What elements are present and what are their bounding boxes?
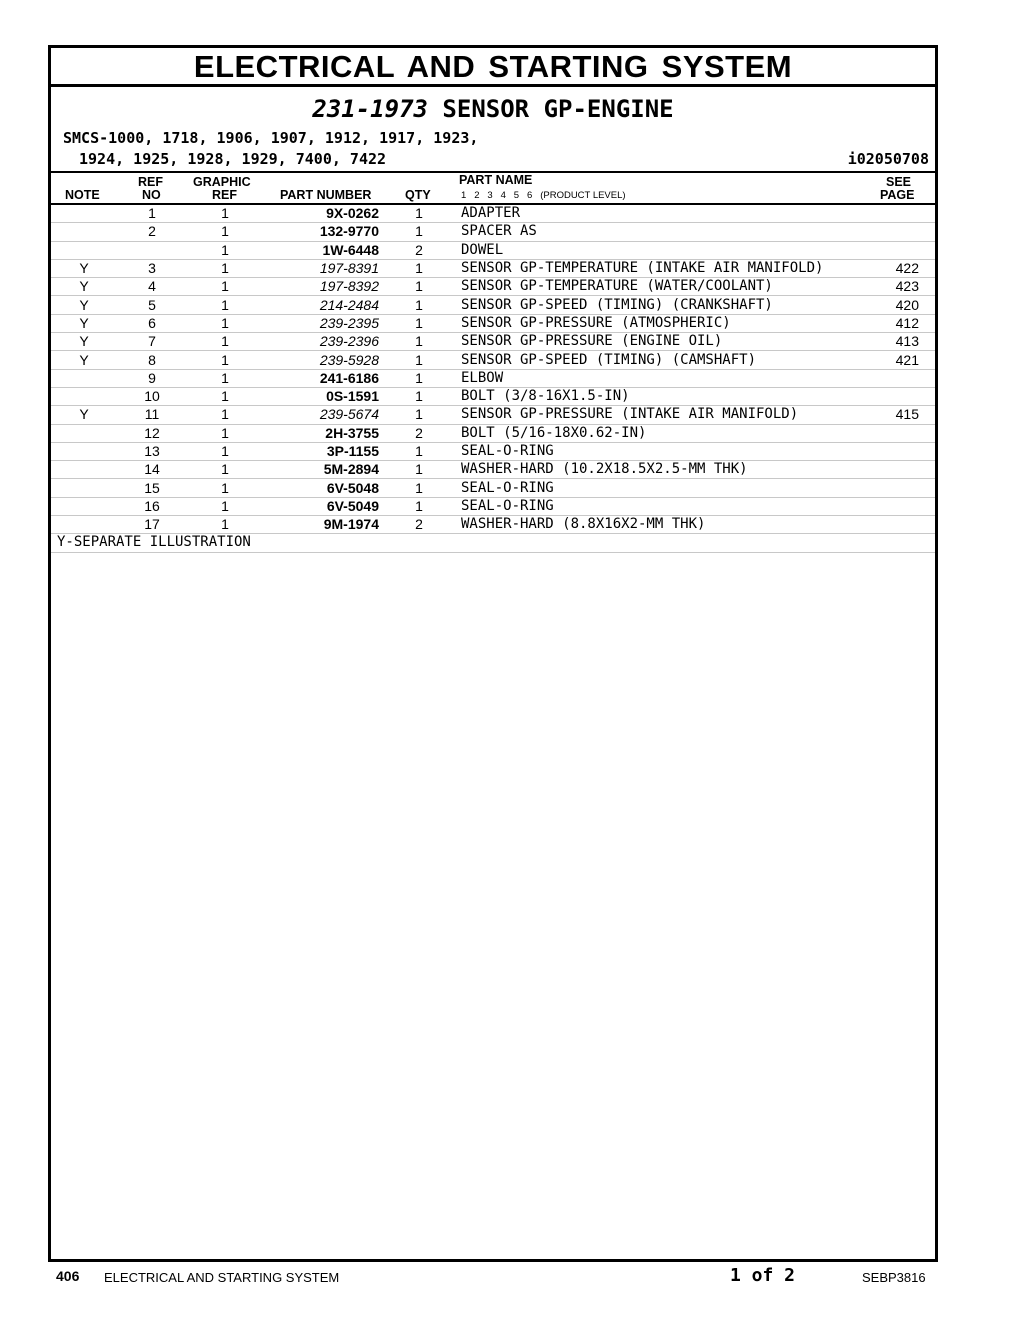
cell-name: SENSOR GP-PRESSURE (ENGINE OIL) [455, 333, 850, 351]
group-part-number: 231-1973 [312, 95, 428, 123]
cell-note [51, 369, 117, 387]
footer-section-title: ELECTRICAL AND STARTING SYSTEM [104, 1270, 340, 1285]
cell-ref: 4 [117, 278, 187, 296]
document-number: SEBP3816 [862, 1270, 926, 1285]
cell-qty: 1 [383, 351, 455, 369]
cell-note [51, 223, 117, 241]
cell-see [850, 369, 935, 387]
cell-see [850, 241, 935, 259]
cell-name: ELBOW [455, 369, 850, 387]
page-footer [56, 1266, 936, 1288]
cell-see [850, 497, 935, 515]
cell-see: 423 [850, 278, 935, 296]
table-row [51, 406, 935, 424]
product-level-legend: 1 2 3 4 5 6 (PRODUCT LEVEL) [461, 190, 626, 201]
cell-see [850, 479, 935, 497]
cell-note: Y [51, 278, 117, 296]
cell-note: Y [51, 314, 117, 332]
cell-ref: 17 [117, 516, 187, 534]
cell-qty: 1 [383, 205, 455, 223]
cell-note [51, 461, 117, 479]
cell-see [850, 461, 935, 479]
cell-graphic: 1 [187, 387, 263, 405]
cell-ref: 12 [117, 424, 187, 442]
cell-name: SEAL-O-RING [455, 497, 850, 515]
smcs-block [51, 125, 935, 171]
page-number: 406 [56, 1268, 80, 1284]
cell-ref: 16 [117, 497, 187, 515]
cell-graphic: 1 [187, 259, 263, 277]
page-of-count: 1 of 2 [730, 1265, 796, 1286]
cell-see: 420 [850, 296, 935, 314]
cell-qty: 2 [383, 516, 455, 534]
cell-note [51, 387, 117, 405]
col-ref-header-top: REF [138, 175, 163, 189]
cell-name: SENSOR GP-PRESSURE (INTAKE AIR MANIFOLD) [455, 406, 850, 424]
cell-graphic: 1 [187, 424, 263, 442]
cell-qty: 1 [383, 406, 455, 424]
cell-part-number: 239-5674 [263, 406, 383, 424]
footnote: Y-SEPARATE ILLUSTRATION [51, 534, 935, 552]
cell-qty: 1 [383, 497, 455, 515]
table-row [51, 387, 935, 405]
col-see-header-top: SEE [886, 175, 912, 189]
cell-see [850, 223, 935, 241]
smcs-line-2: 1924, 1925, 1928, 1929, 7400, 7422 [79, 150, 387, 168]
cell-name: WASHER-HARD (8.8X16X2-MM THK) [455, 516, 850, 534]
cell-note [51, 424, 117, 442]
cell-part-number: 1W-6448 [263, 241, 383, 259]
cell-see: 421 [850, 351, 935, 369]
cell-note [51, 205, 117, 223]
cell-name: DOWEL [455, 241, 850, 259]
cell-see: 413 [850, 333, 935, 351]
cell-name: SEAL-O-RING [455, 479, 850, 497]
cell-see: 412 [850, 314, 935, 332]
cell-graphic: 1 [187, 278, 263, 296]
cell-name: SENSOR GP-PRESSURE (ATMOSPHERIC) [455, 314, 850, 332]
cell-part-number: 0S-1591 [263, 387, 383, 405]
cell-part-number: 197-8391 [263, 259, 383, 277]
cell-ref: 9 [117, 369, 187, 387]
cell-name: SENSOR GP-SPEED (TIMING) (CRANKSHAFT) [455, 296, 850, 314]
table-row [51, 369, 935, 387]
cell-part-number: 5M-2894 [263, 461, 383, 479]
cell-ref: 10 [117, 387, 187, 405]
cell-name: SENSOR GP-SPEED (TIMING) (CAMSHAFT) [455, 351, 850, 369]
section-title: ELECTRICAL AND STARTING SYSTEM [193, 49, 793, 84]
table-row [51, 278, 935, 296]
cell-name: BOLT (3/8-16X1.5-IN) [455, 387, 850, 405]
table-row [51, 497, 935, 515]
col-ref-header-bottom: NO [142, 188, 161, 202]
cell-qty: 1 [383, 259, 455, 277]
cell-note: Y [51, 406, 117, 424]
cell-part-number: 239-2395 [263, 314, 383, 332]
cell-note [51, 442, 117, 460]
cell-ref: 5 [117, 296, 187, 314]
cell-see [850, 387, 935, 405]
cell-ref: 15 [117, 479, 187, 497]
cell-graphic: 1 [187, 516, 263, 534]
table-row [51, 442, 935, 460]
table-row [51, 223, 935, 241]
cell-note [51, 497, 117, 515]
cell-ref [117, 241, 187, 259]
cell-see [850, 424, 935, 442]
cell-qty: 1 [383, 333, 455, 351]
parts-table [51, 205, 935, 553]
cell-part-number: 2H-3755 [263, 424, 383, 442]
cell-see: 415 [850, 406, 935, 424]
col-graphic-header-bottom: REF [212, 188, 237, 202]
parts-table-body [51, 205, 935, 552]
parts-page-frame [48, 45, 938, 1262]
cell-graphic: 1 [187, 497, 263, 515]
col-part-number-header: PART NUMBER [280, 188, 372, 202]
smcs-line-1: SMCS-1000, 1718, 1906, 1907, 1912, 1917, 1923, [63, 129, 479, 147]
cell-see [850, 205, 935, 223]
cell-note: Y [51, 333, 117, 351]
cell-note: Y [51, 296, 117, 314]
cell-see [850, 442, 935, 460]
cell-graphic: 1 [187, 406, 263, 424]
cell-qty: 1 [383, 387, 455, 405]
table-row [51, 479, 935, 497]
cell-graphic: 1 [187, 369, 263, 387]
cell-graphic: 1 [187, 333, 263, 351]
cell-graphic: 1 [187, 351, 263, 369]
cell-part-number: 132-9770 [263, 223, 383, 241]
table-row [51, 205, 935, 223]
cell-part-number: 9X-0262 [263, 205, 383, 223]
cell-qty: 2 [383, 424, 455, 442]
cell-part-number: 241-6186 [263, 369, 383, 387]
cell-part-number: 6V-5049 [263, 497, 383, 515]
cell-qty: 1 [383, 296, 455, 314]
cell-see: 422 [850, 259, 935, 277]
cell-graphic: 1 [187, 205, 263, 223]
cell-ref: 7 [117, 333, 187, 351]
cell-name: BOLT (5/16-18X0.62-IN) [455, 424, 850, 442]
cell-name: SPACER AS [455, 223, 850, 241]
table-row [51, 241, 935, 259]
table-row [51, 296, 935, 314]
footnote-row [51, 534, 935, 552]
cell-graphic: 1 [187, 223, 263, 241]
group-title-bar [51, 87, 935, 125]
cell-qty: 1 [383, 442, 455, 460]
cell-ref: 1 [117, 205, 187, 223]
cell-note [51, 479, 117, 497]
cell-part-number: 9M-1974 [263, 516, 383, 534]
group-part-name: SENSOR GP-ENGINE [442, 95, 674, 123]
cell-ref: 13 [117, 442, 187, 460]
table-row [51, 314, 935, 332]
cell-qty: 2 [383, 241, 455, 259]
cell-part-number: 6V-5048 [263, 479, 383, 497]
cell-name: SENSOR GP-TEMPERATURE (WATER/COOLANT) [455, 278, 850, 296]
cell-part-number: 239-5928 [263, 351, 383, 369]
cell-graphic: 1 [187, 461, 263, 479]
cell-ref: 3 [117, 259, 187, 277]
cell-qty: 1 [383, 479, 455, 497]
cell-graphic: 1 [187, 296, 263, 314]
col-graphic-header-top: GRAPHIC [193, 175, 251, 189]
table-row [51, 333, 935, 351]
col-part-name-header: PART NAME [459, 173, 533, 187]
cell-qty: 1 [383, 369, 455, 387]
cell-name: SEAL-O-RING [455, 442, 850, 460]
table-row [51, 461, 935, 479]
cell-qty: 1 [383, 223, 455, 241]
cell-part-number: 214-2484 [263, 296, 383, 314]
cell-ref: 14 [117, 461, 187, 479]
cell-ref: 8 [117, 351, 187, 369]
cell-ref: 11 [117, 406, 187, 424]
cell-qty: 1 [383, 314, 455, 332]
cell-ref: 6 [117, 314, 187, 332]
cell-see [850, 516, 935, 534]
cell-graphic: 1 [187, 479, 263, 497]
cell-part-number: 197-8392 [263, 278, 383, 296]
cell-note [51, 241, 117, 259]
col-qty-header: QTY [405, 188, 431, 202]
cell-name: ADAPTER [455, 205, 850, 223]
cell-graphic: 1 [187, 314, 263, 332]
cell-note: Y [51, 351, 117, 369]
section-title-bar [51, 48, 935, 87]
col-note-header: NOTE [65, 188, 100, 202]
table-row [51, 259, 935, 277]
cell-graphic: 1 [187, 241, 263, 259]
cell-graphic: 1 [187, 442, 263, 460]
cell-qty: 1 [383, 278, 455, 296]
table-header [51, 171, 935, 205]
table-row [51, 516, 935, 534]
cell-part-number: 3P-1155 [263, 442, 383, 460]
col-see-header-bottom: PAGE [880, 188, 915, 202]
cell-part-number: 239-2396 [263, 333, 383, 351]
cell-note [51, 516, 117, 534]
cell-name: SENSOR GP-TEMPERATURE (INTAKE AIR MANIFOLD) [455, 259, 850, 277]
cell-name: WASHER-HARD (10.2X18.5X2.5-MM THK) [455, 461, 850, 479]
table-row [51, 351, 935, 369]
cell-qty: 1 [383, 461, 455, 479]
cell-note: Y [51, 259, 117, 277]
table-row [51, 424, 935, 442]
illustration-id: i02050708 [847, 150, 929, 168]
cell-ref: 2 [117, 223, 187, 241]
